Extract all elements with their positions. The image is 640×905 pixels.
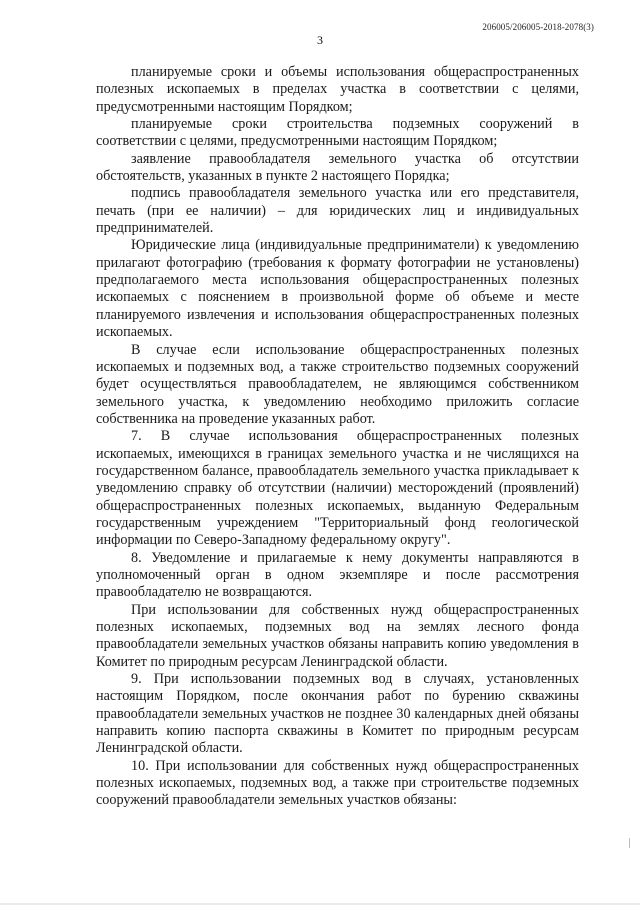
- paragraph: При использовании для собственных нужд общераспространенных полезных ископаемых, подземных вод на землях лесного фонда правообладатели земельных участков обязаны направить копию уведомления в Комитет по природным ресурсам Ленинградской области.: [96, 601, 579, 670]
- paragraph-item-8: 8. Уведомление и прилагаемые к нему документы направляются в уполномоченный орган в одном экземпляре и после рассмотрения правообладателю не возвращаются.: [96, 549, 579, 601]
- page-number: 3: [317, 33, 323, 47]
- document-id: 206005/206005-2018-2078(3): [482, 22, 594, 32]
- scan-edge-mark: [625, 838, 630, 848]
- document-body: [96, 64, 579, 810]
- paragraph: В случае если использование общераспространенных полезных ископаемых и подземных вод, а также строительство подземных сооружений будет осуществляться правообладателем, не являющимся собственником земельного участка, к уведомлению необходимо приложить согласие собственника на проведение указанных работ.: [96, 341, 579, 427]
- paragraph: заявление правообладателя земельного участка об отсутствии обстоятельств, указанных в пункте 2 настоящего Порядка;: [96, 150, 579, 185]
- paragraph-item-9: 9. При использовании подземных вод в случаях, установленных настоящим Порядком, после окончания работ по бурению скважины правообладатели земельных участков не позднее 30 календарных дней обязаны направить копию паспорта скважины в Комитет по природным ресурсам Ленинградской области.: [96, 671, 579, 757]
- paragraph-item-10: 10. При использовании для собственных нужд общераспространенных полезных ископаемых, подземных вод, а также при строительстве подземных сооружений правообладатели земельных участков обязаны:: [96, 757, 579, 809]
- paragraph: подпись правообладателя земельного участка или его представителя, печать (при ее наличии) – для юридических лиц и индивидуальных предпринимателей.: [96, 185, 579, 237]
- paragraph: Юридические лица (индивидуальные предприниматели) к уведомлению прилагают фотографию (требования к формату фотографии не установлены) предполагаемого места использования общераспространенных полезных ископаемых с пояснением в произвольной форме об объеме и месте планируемого извлечения и использования общераспространенных полезных ископаемых.: [96, 237, 579, 341]
- paragraph: планируемые сроки и объемы использования общераспространенных полезных ископаемых в пределах участка в соответствии с целями, предусмотренными настоящим Порядком;: [96, 64, 579, 115]
- paragraph: планируемые сроки строительства подземных сооружений в соответствии с целями, предусмотренными настоящим Порядком;: [96, 116, 579, 150]
- paragraph-item-7: 7. В случае использования общераспространенных полезных ископаемых, имеющихся в границах земельного участка и не числящихся на государственном балансе, правообладатель земельного участка прикладывает к уведомлению справку об отсутствии (наличии) месторождений (проявлений) общераспространенных полезных ископаемых, выданную Федеральным государственным учреждением "Территориальный фонд геологической информации по Северо-Западному федеральному округу".: [96, 428, 579, 549]
